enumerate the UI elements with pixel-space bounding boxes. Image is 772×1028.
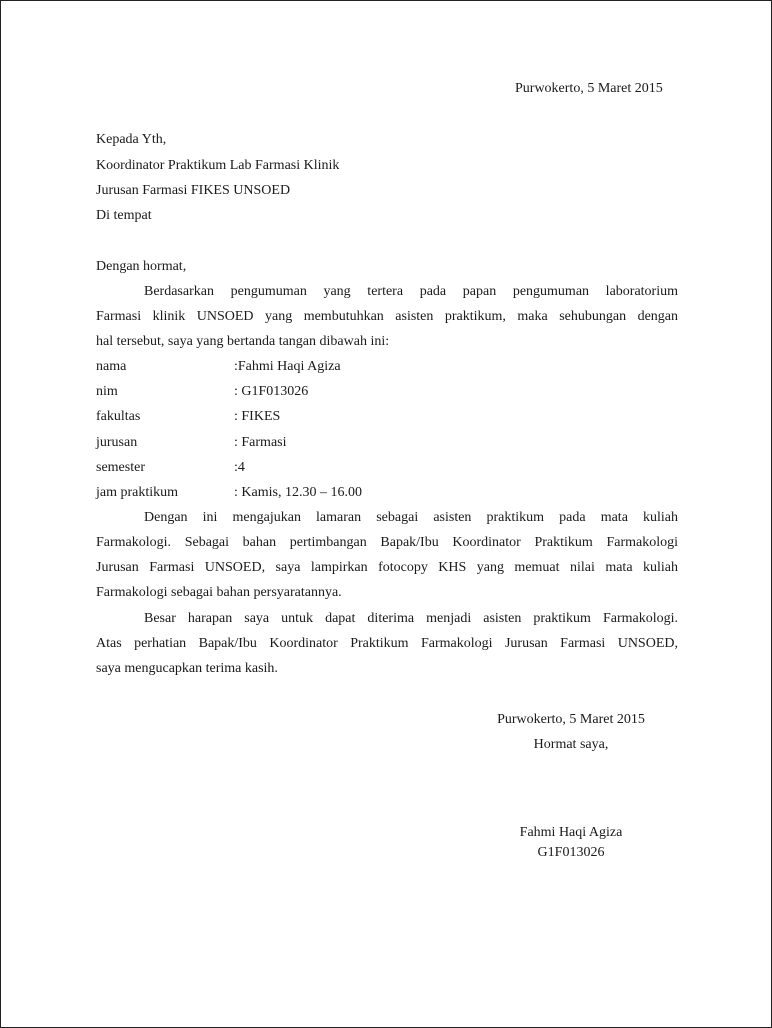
paragraph-2-line-2: Farmakologi. Sebagai bahan pertimbangan Bapak/Ibu Koordinator Praktikum Farmakologi	[96, 535, 678, 550]
field-value-jam-praktikum: : Kamis, 12.30 – 16.00	[234, 485, 362, 500]
recipient-line-3: Jurusan Farmasi FIKES UNSOED	[96, 183, 291, 198]
field-label-nim: nim	[96, 384, 118, 399]
paragraph-3-line-3: saya mengucapkan terima kasih.	[96, 661, 278, 676]
field-value-semester: :4	[234, 460, 245, 475]
place-date-top: Purwokerto, 5 Maret 2015	[515, 81, 663, 96]
paragraph-3-line-2: Atas perhatian Bapak/Ibu Koordinator Praktikum Farmakologi Jurusan Farmasi UNSOED,	[96, 636, 678, 651]
greeting: Dengan hormat,	[96, 259, 187, 274]
signer-name: Fahmi Haqi Agiza	[519, 825, 623, 840]
closing-place-date: Purwokerto, 5 Maret 2015	[497, 712, 645, 727]
recipient-line-4: Di tempat	[96, 208, 152, 223]
paragraph-2-line-4: Farmakologi sebagai bahan persyaratannya.	[96, 585, 342, 600]
field-label-fakultas: fakultas	[96, 409, 141, 424]
recipient-line-2: Koordinator Praktikum Lab Farmasi Klinik	[96, 158, 340, 173]
recipient-line-1: Kepada Yth,	[96, 132, 167, 147]
field-value-nama: :Fahmi Haqi Agiza	[234, 359, 341, 374]
paragraph-1-line-3: hal tersebut, saya yang bertanda tangan dibawah ini:	[96, 334, 390, 349]
closing-regards: Hormat saya,	[533, 737, 609, 752]
paragraph-3-line-1: Besar harapan saya untuk dapat diterima menjadi asisten praktikum Farmakologi.	[144, 611, 678, 626]
paragraph-2-line-1: Dengan ini mengajukan lamaran sebagai asisten praktikum pada mata kuliah	[144, 510, 678, 525]
field-value-jurusan: : Farmasi	[234, 435, 287, 450]
paragraph-2-line-3: Jurusan Farmasi UNSOED, saya lampirkan fotocopy KHS yang memuat nilai mata kuliah	[96, 560, 678, 575]
paragraph-1-line-2: Farmasi klinik UNSOED yang membutuhkan asisten praktikum, maka sehubungan dengan	[96, 309, 678, 324]
field-label-nama: nama	[96, 359, 127, 374]
paragraph-1-line-1: Berdasarkan pengumuman yang tertera pada papan pengumuman laboratorium	[144, 284, 678, 299]
field-label-jam-praktikum: jam praktikum	[96, 485, 179, 500]
field-value-fakultas: : FIKES	[234, 409, 281, 424]
field-label-jurusan: jurusan	[96, 435, 138, 450]
signer-nim: G1F013026	[537, 845, 605, 860]
field-label-semester: semester	[96, 460, 145, 475]
field-value-nim: : G1F013026	[234, 384, 309, 399]
